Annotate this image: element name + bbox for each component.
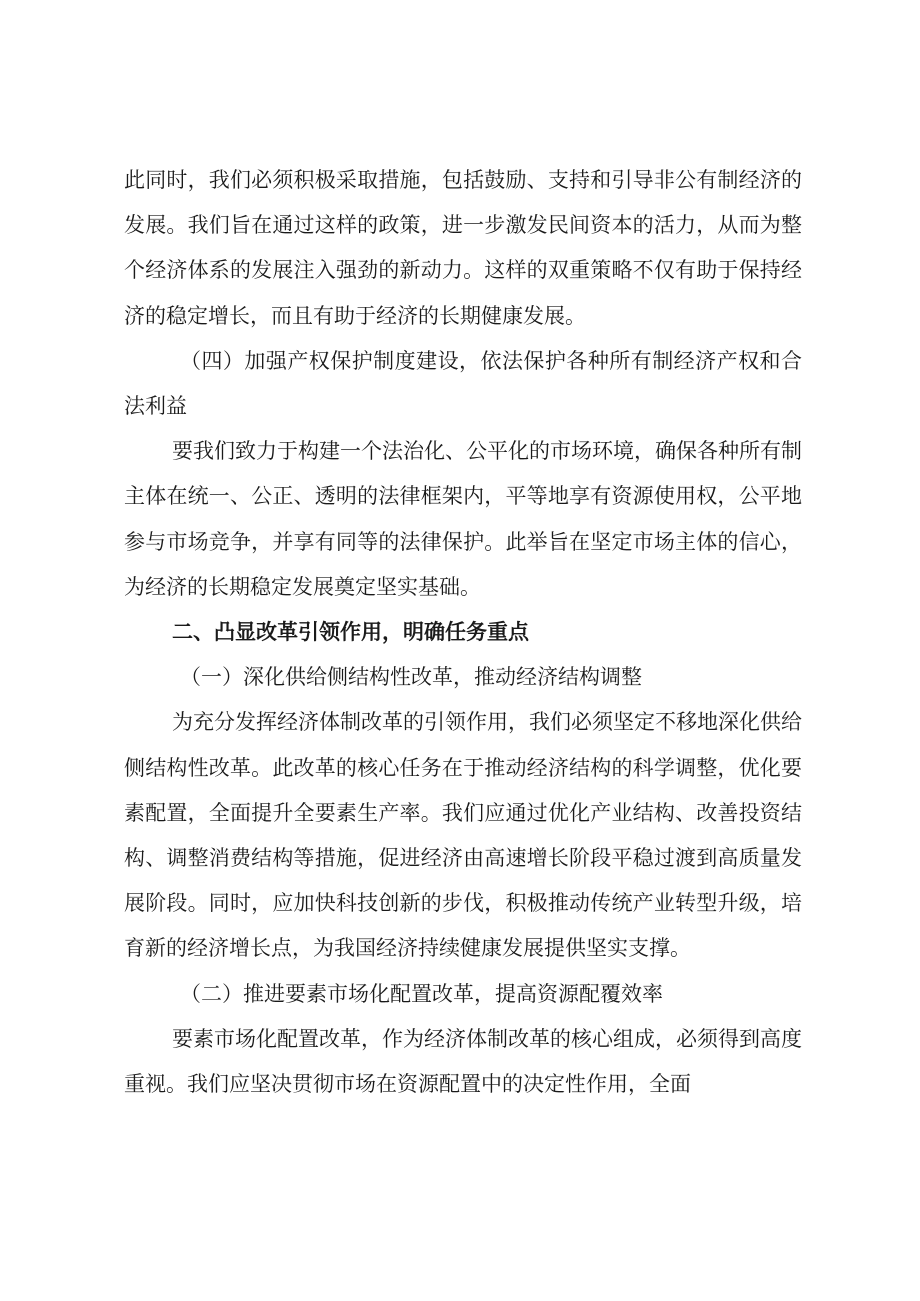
subsection-heading-1: （一）深化供给侧结构性改革，推动经济结构调整 bbox=[180, 665, 642, 690]
document-body bbox=[124, 158, 802, 1107]
subsection-heading-4: （四）加强产权保护制度建设，依法保护各种所有制经济产权和合法利益 bbox=[124, 348, 802, 419]
paragraph-property-rights: 要我们致力于构建一个法治化、公平化的市场环境，确保各种所有制主体在统一、公正、透明的法律框架内，平等地享有资源使用权，公平地参与市场竞争，并享有同等的法律保护。此举旨在坚定市场主体的信心，为经济的长期稳定发展奠定坚实基础。 bbox=[124, 439, 802, 599]
paragraph-supply-side-reform: 为充分发挥经济体制改革的引领作用，我们必须坚定不移地深化供给侧结构性改革。此改革的核心任务在于推动经济结构的科学调整，优化要素配置，全面提升全要素生产率。我们应通过优化产业结构、改善投资结构、调整消费结构等措施，促进经济由高速增长阶段平稳过渡到高质量发展阶段。同时，应加快科技创新的步伐，积极推动传统产业转型升级，培育新的经济增长点，为我国经济持续健康发展提供坚实支撑。 bbox=[124, 710, 802, 961]
section-heading-2: 二、凸显改革引领作用，明确任务重点 bbox=[172, 620, 529, 645]
paragraph-factor-market-reform: 要素市场化配置改革，作为经济体制改革的核心组成，必须得到高度重视。我们应坚决贯彻市场在资源配置中的决定性作用，全面 bbox=[124, 1026, 802, 1097]
paragraph-continued: 此同时，我们必须积极采取措施，包括鼓励、支持和引导非公有制经济的发展。我们旨在通过这样的政策，进一步激发民间资本的活力，从而为整个经济体系的发展注入强劲的新动力。这样的双重策略不仅有助于保持经济的稳定增长，而且有助于经济的长期健康发展。 bbox=[124, 168, 802, 328]
subsection-heading-2: （二）推进要素市场化配置改革，提高资源配覆效率 bbox=[180, 981, 663, 1006]
